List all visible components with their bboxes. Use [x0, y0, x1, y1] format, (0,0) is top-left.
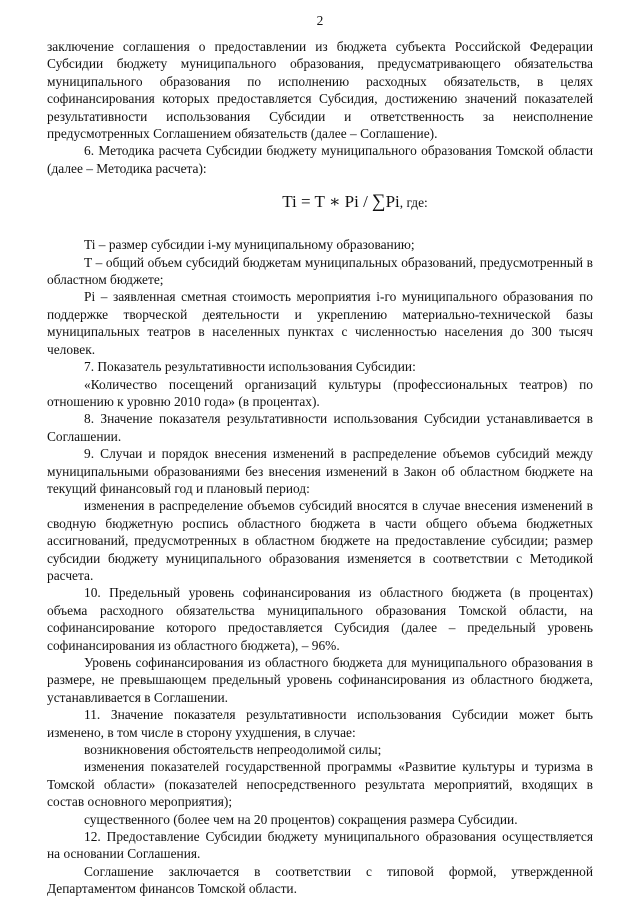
paragraph: заключение соглашения о предоставлении из бюджета субъекта Российской Федерации Субсидии бюджету муниципального образования, предусматривающего обязательства муниципального образования по исполнению расходных обязательств, в целях софинансирования которых предоставляется Субсидия, достижению значений показателей результативности использования Субсидии и ответственность за неисполнение предусмотренных Соглашением обязательств (далее – Соглашение). — [47, 39, 593, 142]
paragraph: 8. Значение показателя результативности использования Субсидии устанавливается в Соглашении. — [47, 411, 593, 444]
paragraph: Соглашение заключается в соответствии с типовой формой, утвержденной Департаментом финансов Томской области. — [47, 863, 593, 897]
paragraph: 11. Значение показателя результативности использования Субсидии может быть изменено, в том числе в сторону ухудшения, в случае: — [47, 707, 593, 740]
paragraph: Уровень софинансирования из областного бюджета для муниципального образования в размере, не превышающем предельный уровень софинансирования из областного бюджета, устанавливается в Соглашении. — [47, 655, 593, 705]
formula-lhs: Ti = T ∗ Pi / — [282, 192, 373, 212]
paragraph: существенного (более чем на 20 процентов) сокращения размера Субсидии. — [84, 811, 518, 827]
formula-rhs: Pi — [385, 192, 400, 212]
formula — [47, 191, 593, 214]
paragraph: 6. Методика расчета Субсидии бюджету муниципального образования Томской области (далее – Методика расчета): — [47, 143, 593, 176]
paragraph: 10. Предельный уровень софинансирования из областного бюджета (в процентах) объема расходного обязательства муниципального образования Томской области, на софинансирование которого предоставляется Субсидия (далее – предельный уровень софинансирования из областного бюджета), – 96%. — [47, 585, 593, 653]
paragraph: 9. Случаи и порядок внесения изменений в распределение объемов субсидий между муниципальными образованиями без внесения изменений в Закон об областном бюджете на текущий финансовый год и плановый период: — [47, 446, 593, 496]
formula-suffix: , где: — [399, 195, 428, 211]
sum-symbol: ∑ — [372, 191, 386, 213]
paragraph: «Количество посещений организаций культуры (профессиональных театров) по отношению к уровню 2010 года» (в процентах). — [47, 376, 593, 409]
paragraph: возникновения обстоятельств непреодолимой силы; — [84, 742, 382, 758]
paragraph: Ti – размер субсидии i-му муниципальному образованию; — [84, 237, 415, 253]
paragraph: 12. Предоставление Субсидии бюджету муниципального образования осуществляется на основании Соглашения. — [47, 829, 593, 862]
paragraph: изменения показателей государственной программы «Развитие культуры и туризма в Томской области» (показателей непосредственного результата мероприятий, входящих в состав основного мероприятия); — [47, 759, 593, 810]
paragraph: Pi – заявленная сметная стоимость мероприятия i-го муниципального образования по поддержке творческой деятельности и укреплению материально-технической базы муниципальных театров в населенных пунктах с численностью населения до 300 тысяч человек. — [47, 289, 593, 357]
paragraph: T – общий объем субсидий бюджетам муниципальных образований, предусмотренный в областном бюджете; — [47, 254, 593, 288]
document-body — [47, 38, 593, 898]
paragraph: изменения в распределение объемов субсидий вносятся в случае внесения изменений в сводную бюджетную роспись областного бюджета в части общего объема бюджетных ассигнований, предусмотренных в областном бюджете на предоставление субсидии; размер субсидии бюджету муниципального образования изменяется в соответствии с Методикой расчета. — [47, 498, 593, 583]
page-number: 2 — [316, 13, 324, 28]
paragraph: 7. Показатель результативности использования Субсидии: — [84, 359, 416, 375]
